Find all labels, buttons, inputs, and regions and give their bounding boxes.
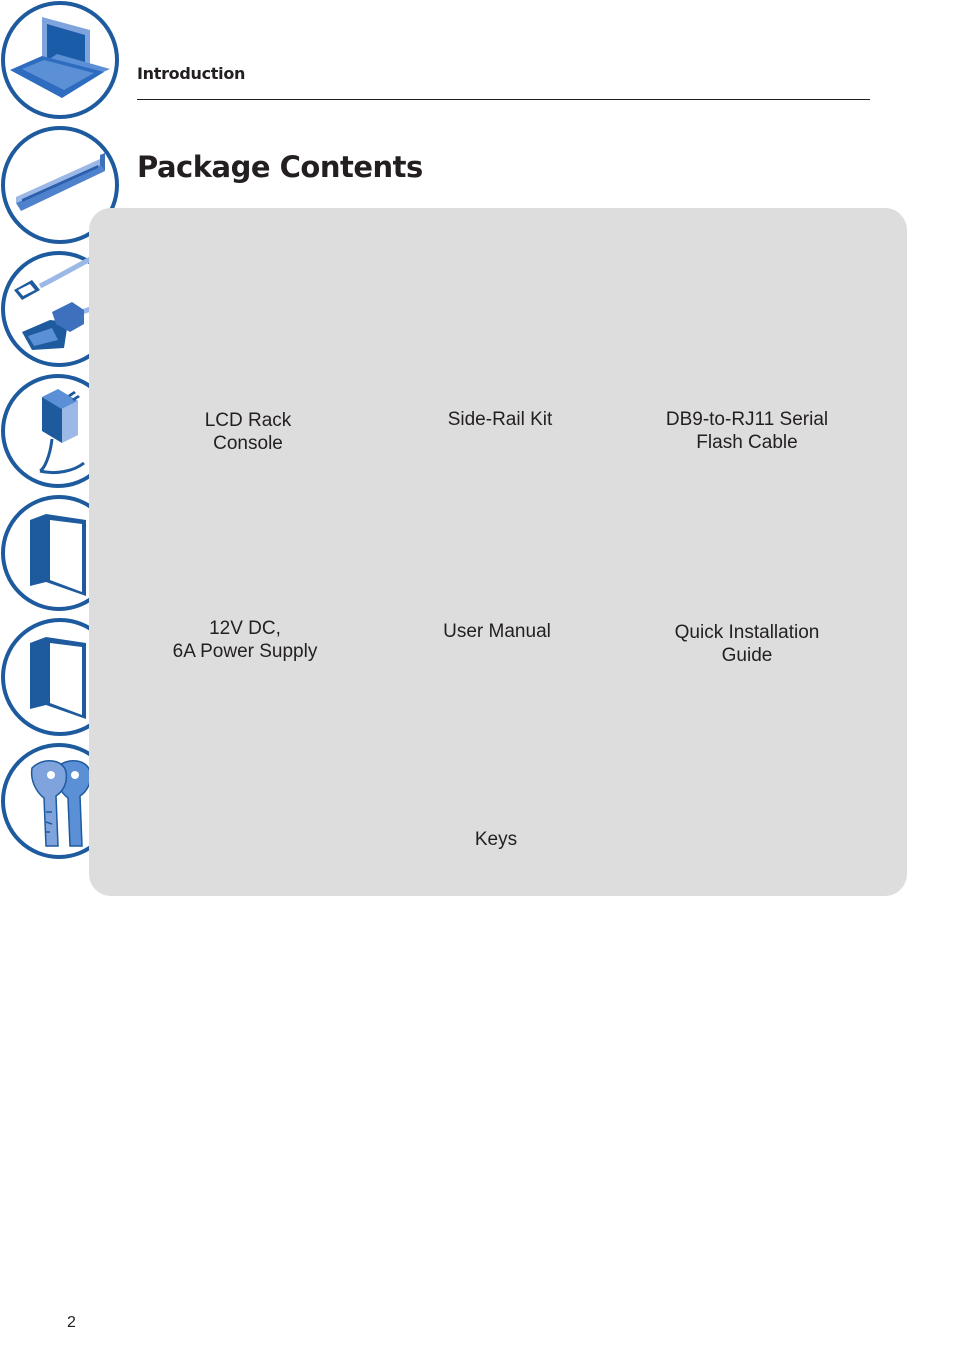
item-label-line1: DB9-to-RJ11 Serial <box>665 409 829 430</box>
item-label-line1: Side-Rail Kit <box>447 409 553 430</box>
item-label-line1: User Manual <box>443 621 551 642</box>
item-label <box>370 408 630 431</box>
item-label <box>118 409 378 455</box>
section-label: Introduction <box>137 64 246 83</box>
header-rule <box>137 99 870 100</box>
item-label <box>366 828 626 851</box>
page-number: 2 <box>67 1314 76 1331</box>
item-label-line1: LCD Rack <box>204 410 292 431</box>
item-label <box>115 617 375 663</box>
item-label <box>617 408 877 454</box>
item-label-line1: 12V DC, <box>209 618 281 639</box>
item-label-line1: Keys <box>474 829 518 850</box>
item-label-line2: 6A Power Supply <box>172 641 318 662</box>
item-label-line2: Guide <box>721 645 773 666</box>
item-label <box>617 621 877 667</box>
item-label <box>367 620 627 643</box>
item-label-line2: Console <box>213 433 283 454</box>
contents-panel <box>89 208 907 896</box>
item-label-line1: Quick Installation <box>674 622 820 643</box>
page-title: Package Contents <box>137 150 423 184</box>
laptop-icon <box>0 0 120 120</box>
item-label-line2: Flash Cable <box>696 432 798 453</box>
